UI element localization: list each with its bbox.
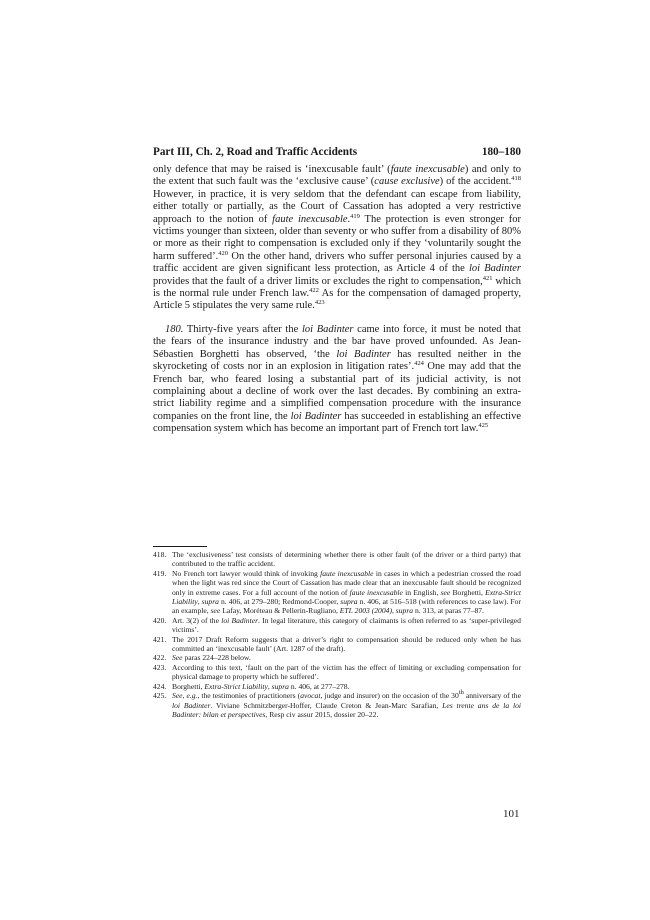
text-run: n. 406, at 516–518 (with references to case law). For an example, [172,597,521,616]
paragraph-continued [153,164,521,313]
text-run: The ‘exclusiveness’ test consists of determining whether there is other fault (of the driver or a third party) that contributed to the traffic accident. [172,550,521,569]
footnote-ref-418[interactable]: 418 [511,175,521,183]
italic-term: loi Badinter [336,348,391,360]
paragraph-number: 180. [165,323,184,335]
text-run: . In legal literature, this category of claimants is often referred to as ‘super-privileged victims’. [172,615,521,635]
text-run: , [197,597,202,607]
footnote-number: 425. [153,691,167,701]
text-run: ) of the accident. [439,176,512,188]
footnote-number: 419. [153,568,167,578]
italic-term: see [210,606,221,616]
italic-term: Les trente ans de la loi Badinter: bilan et perspectives [172,700,521,719]
text-run: n. 406, at 279–280; Redmond-Cooper, [218,597,341,607]
text-run: n. 313, at paras 77–87. [413,606,484,616]
footnote-420 [153,616,521,635]
italic-term: see [440,587,451,597]
text-run: No French tort lawyer would think of invoking [172,568,321,578]
footnote-ref-421[interactable]: 421 [482,274,493,282]
italic-term: loi Badinter [172,700,211,710]
italic-term: supra [201,597,219,607]
text-run: Borghetti, [172,681,205,691]
footnote-ref-422[interactable]: 422 [309,287,319,295]
text-run: However, in practice, it is very seldom that the defendant can escape from liability, either totally or partially, as the Court of Cassation has adopted a very restrictive approach to the notion of [153,188,521,225]
text-run: The protection is even stronger for victims younger than sixteen, older than seventy or who suffer from a disability of 80% or more as their right to compensation is excluded only if they ‘voluntarily sought the harm suffered’. [153,213,521,262]
footnote-text [172,691,521,719]
text-run: . [347,213,351,225]
text-run: which is the normal rule under French law. [153,275,521,300]
footnote-number: 424. [153,681,167,691]
italic-term: loi Badinter [290,410,342,422]
footnote-divider [153,546,207,547]
footnote-number: 423. [153,662,167,672]
text-run: in cases in which a pedestrian crossed the road when the light was red since the Court of Cassation has made clear that an inexcusable fault should be recognized only in extreme cases. For a full account of the notion of [172,568,521,597]
italic-term: loi Badinter [468,263,521,275]
text-run: , judge and insurer) on the occasion of the 30 [320,691,459,701]
italic-term: See [172,653,183,663]
footnote-ref-425[interactable]: 425 [478,422,489,430]
footnote-423 [153,663,521,682]
text-run: n. 406, at 277–278. [288,681,350,691]
text-run: One may add that the French bar, who feared losing a substantial part of its judicial activity, is not complaining about a decline of work over the last decades. By combining an extra-strict liability regime and a simplified compensation procedure with the insurance companies on the front line, the [153,361,521,422]
text-run: Art. 3(2) of the [172,615,222,625]
footnote-418 [153,550,521,569]
italic-term: Extra-Strict Liability [204,681,268,691]
text-run: . Viviane Schmitzberger-Hoffer, Claude Creton & Jean-Marc Sarafian, [210,700,443,710]
italic-term: cause exclusive [374,176,440,188]
text-run: According to this text, ‘fault on the part of the victim has the effect of limiting or excluding compensation for physical damage to property which he suffered’. [172,662,521,682]
page-content [153,146,521,436]
footnotes [153,546,521,719]
italic-term: faute inexcusable [320,568,374,578]
italic-term: faute inexcusable [272,213,348,225]
footnote-number: 421. [153,634,167,644]
text-run: has resulted neither in the skyrocketing of costs nor in an explosion in litigation rates’. [153,348,521,373]
text-run: ) and only to the extent that such fault was the ‘exclusive cause’ ( [153,164,521,188]
italic-term: supra [271,681,289,691]
header-paragraph-range: 180–180 [481,146,521,158]
italic-term: avocat [300,691,321,701]
footnote-ref-423[interactable]: 423 [314,299,325,307]
text-run: Borghetti, [450,587,486,597]
italic-term: supra [340,597,358,607]
running-header [153,146,521,160]
footnote-ref-420[interactable]: 420 [218,249,229,257]
body-text [153,164,521,436]
footnote-number: 418. [153,550,167,559]
footnote-421 [153,635,521,654]
italic-term: faute inexcusable [349,587,403,597]
text-run: came into force, it must be noted that the fears of the insurance industry and the bar have proved unfounded. As Jean-Sébastien Borghetti has observed, ‘the [153,323,521,360]
text-run: The 2017 Draft Reform suggests that a driver’s right to compensation should be reduced only when he has committed an ‘inexcusable fault’ (Art. 1287 of the draft). [172,634,521,654]
footnote-ref-424[interactable]: 424 [414,360,424,368]
footnote-text [172,569,521,616]
footnote-ref-419[interactable]: 419 [350,212,360,220]
text-run: , the testimonies of practitioners ( [197,691,301,701]
ordinal-superscript: th [458,689,464,697]
italic-term: See, e.g. [172,691,198,701]
footnote-422 [153,653,521,662]
text-run: Lafay, Moréteau & Pellerin-Rugliano, [220,606,340,616]
text-run: has succeeded in establishing an effective compensation system which has become an important part of French tort law. [153,410,522,435]
footnote-text [172,635,521,654]
text-run: paras 224–228 below. [182,653,251,663]
footnote-number: 422. [153,653,167,663]
footnote-text [172,682,521,691]
footnote-419 [153,569,521,616]
italic-term: Extra-Strict Liability [172,587,521,607]
italic-term: faute inexcusable [390,164,465,175]
text-run: , Resp civ assur 2015, dossier 20–22. [265,709,379,719]
paragraph-180 [153,324,521,436]
text-run: anniversary of the [463,691,521,701]
footnote-text [172,550,521,569]
text-run: Thirty-five years after the [183,323,302,335]
text-run: As for the compensation of damaged property, Article 5 stipulates the very same rule. [153,288,521,312]
italic-term: ETL 2003 (2004), supra [339,606,414,616]
footnote-text [172,653,521,662]
text-run: in English, [402,587,441,597]
text-run: , [267,681,272,691]
page-number: 101 [503,808,520,820]
text-run: provides that the fault of a driver limits or excludes the right to compensation, [153,275,483,287]
footnote-424 [153,682,521,691]
italic-term: loi Badinter [221,615,259,625]
footnote-text [172,663,521,682]
footnote-text [172,616,521,635]
text-run: On the other hand, drivers who suffer personal injuries caused by a traffic accident are given significant less protection, as Article 4 of the [153,250,522,275]
footnote-number: 420. [153,615,167,625]
text-run: only defence that may be raised is ‘inexcusable fault’ ( [153,164,391,175]
italic-term: loi Badinter [301,323,354,335]
footnote-425 [153,691,521,719]
header-title: Part III, Ch. 2, Road and Traffic Accidents [153,146,358,158]
